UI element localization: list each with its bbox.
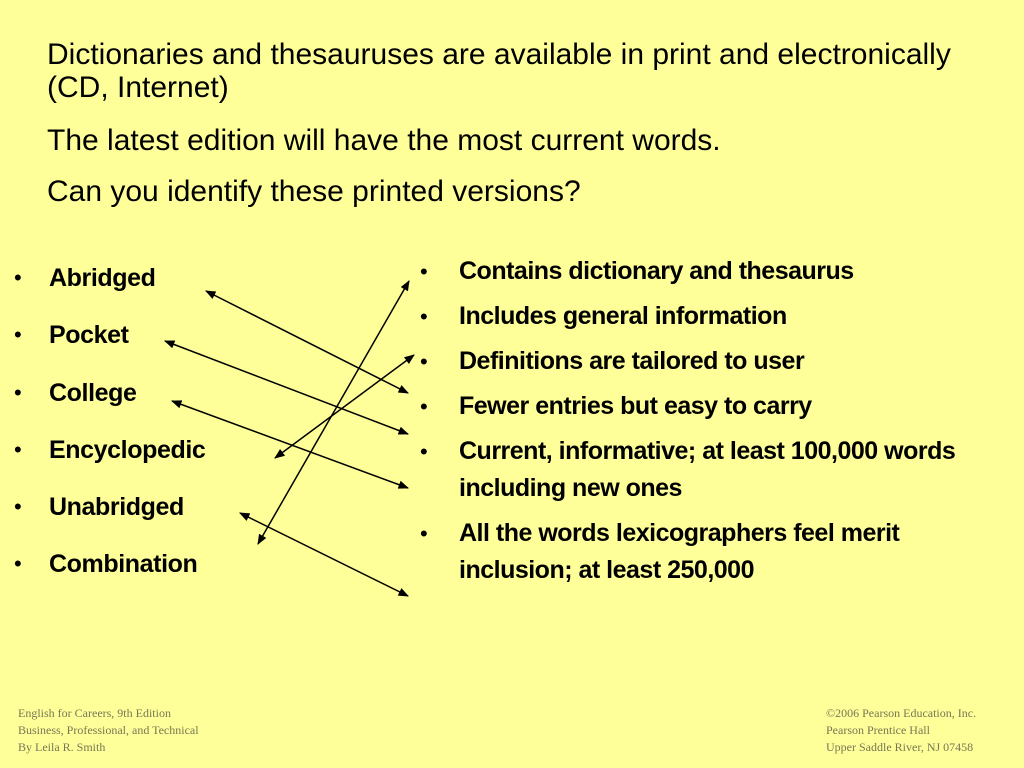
bullet-icon: • <box>420 349 428 374</box>
footer-line: Business, Professional, and Technical <box>18 723 199 737</box>
bullet-icon: • <box>420 304 428 329</box>
footer-line: Upper Saddle River, NJ 07458 <box>826 740 974 754</box>
bullet-icon: • <box>14 265 22 290</box>
bullet-icon: • <box>14 436 22 462</box>
match-arrow-abridged <box>206 291 408 393</box>
footer-line: By Leila R. Smith <box>18 740 106 754</box>
definition-label: Contains dictionary and thesaurus <box>459 257 854 285</box>
match-arrow-encyclopedic <box>275 355 414 458</box>
bullet-icon: • <box>14 494 22 520</box>
match-arrow-combination <box>258 281 409 544</box>
bullet-icon: • <box>420 394 428 419</box>
footer-line: Pearson Prentice Hall <box>826 723 930 737</box>
term-label: Encyclopedic <box>49 435 206 464</box>
footer-book-info <box>18 705 199 756</box>
bullet-icon: • <box>14 551 22 577</box>
intro-line-1: Dictionaries and thesauruses are available in print and electronically (CD, Internet) <box>47 38 951 104</box>
bullet-icon: • <box>14 379 22 405</box>
definition-label: All the words lexicographers feel merit inclusion; at least 250,000 <box>459 519 900 584</box>
bullet-icon: • <box>14 322 22 348</box>
term-label: Unabridged <box>49 493 184 522</box>
bullet-icon: • <box>420 521 428 546</box>
term-label: Pocket <box>49 321 129 350</box>
intro-line-3: Can you identify these printed versions? <box>47 175 581 208</box>
bullet-icon: • <box>420 259 428 284</box>
footer-line: English for Careers, 9th Edition <box>18 706 171 720</box>
match-arrow-unabridged <box>240 513 408 596</box>
match-arrow-college <box>172 401 408 488</box>
footer-line: ©2006 Pearson Education, Inc. <box>826 706 977 720</box>
bullet-icon: • <box>420 439 428 464</box>
footer-copyright <box>826 705 976 756</box>
definition-label: Fewer entries but easy to carry <box>459 392 812 420</box>
term-label: College <box>49 378 137 407</box>
definition-label: Current, informative; at least 100,000 words including new ones <box>459 437 956 502</box>
definition-label: Definitions are tailored to user <box>459 347 805 375</box>
definition-label: Includes general information <box>459 302 787 330</box>
intro-line-2: The latest edition will have the most current words. <box>47 124 721 157</box>
term-label: Abridged <box>49 264 156 292</box>
term-label: Combination <box>49 550 198 579</box>
match-arrow-pocket <box>165 341 408 434</box>
